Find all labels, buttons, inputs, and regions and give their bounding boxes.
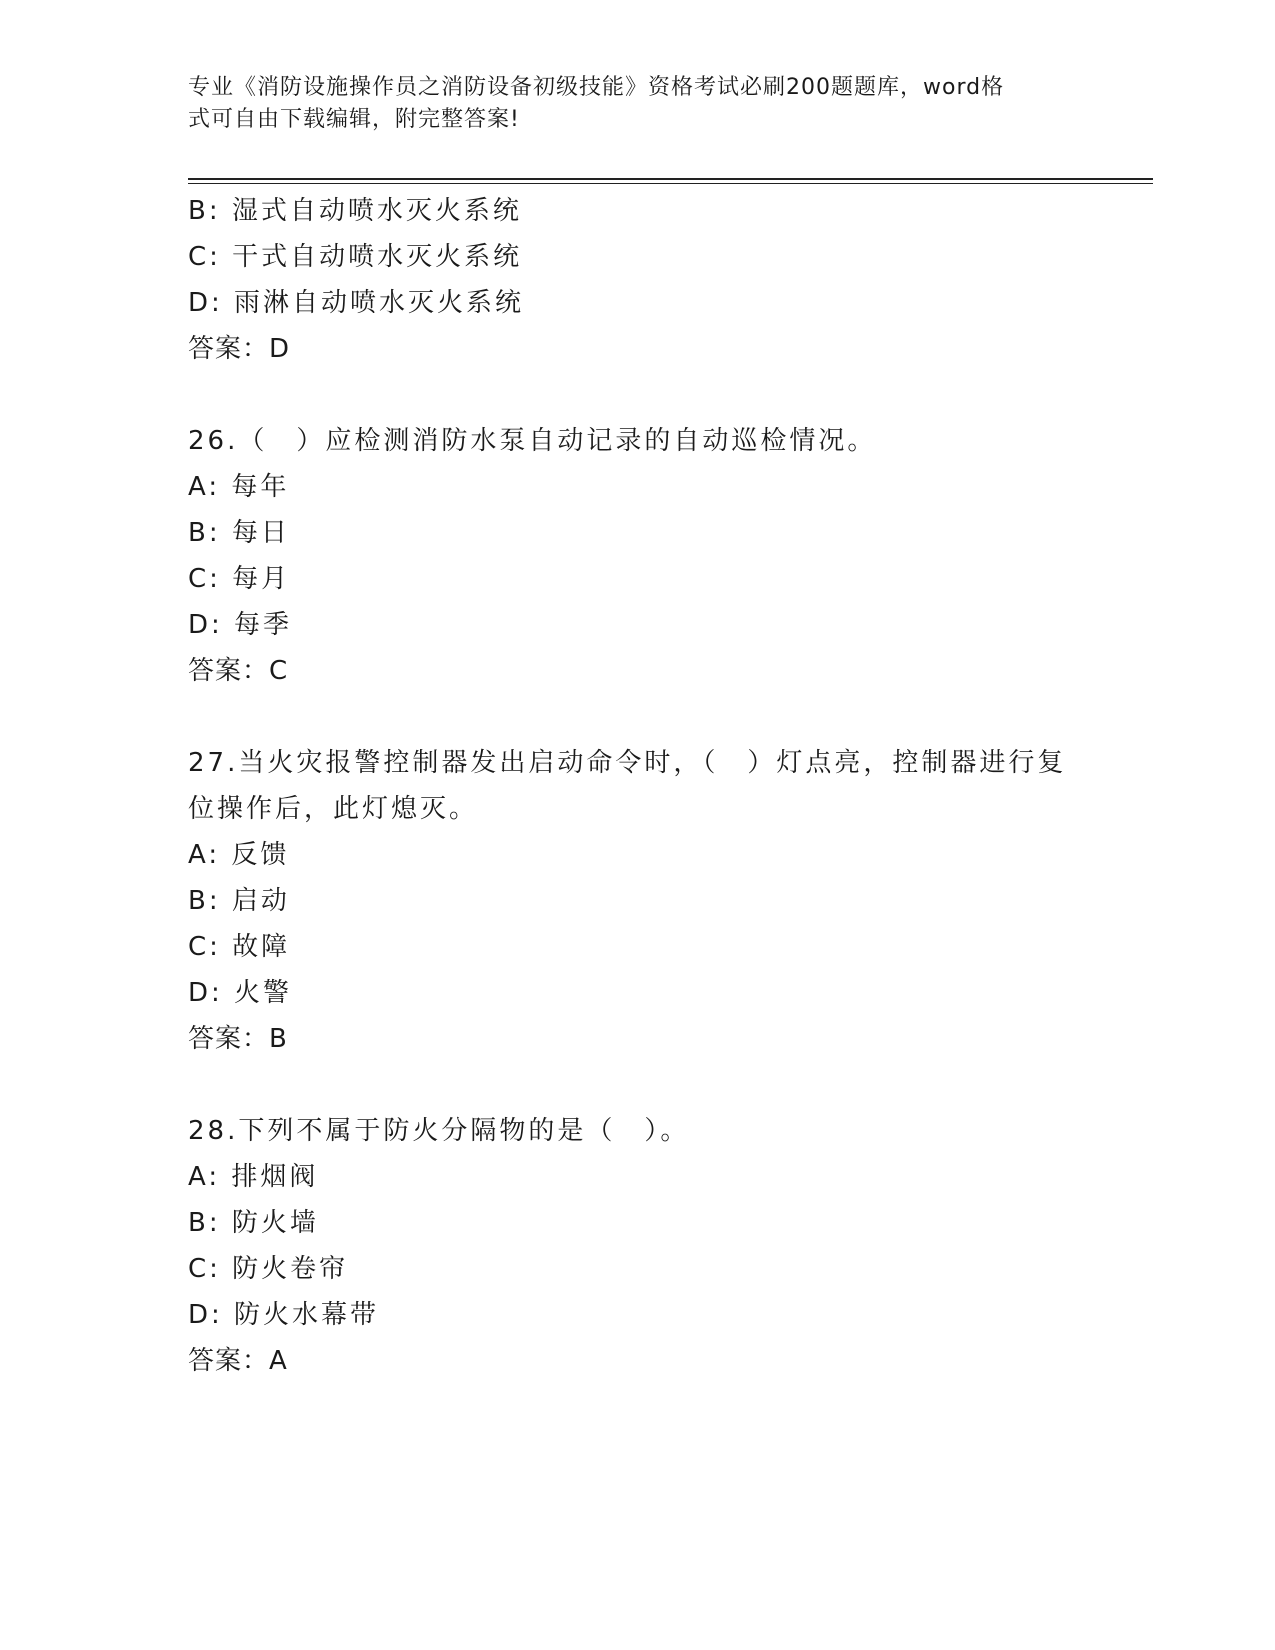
- answer: 答案：A: [188, 1346, 288, 1376]
- question-28: [188, 1108, 1088, 1384]
- header-rule-thick: [188, 178, 1153, 180]
- option-a: A: 排烟阀: [188, 1162, 319, 1192]
- option-c: C: 干式自动喷水灭火系统: [188, 242, 523, 272]
- option-b: B: 湿式自动喷水灭火系统: [188, 196, 522, 226]
- header-line-1: 专业《消防设施操作员之消防设备初级技能》资格考试必刷200题题库，word格: [188, 75, 1005, 100]
- option-c: C: 防火卷帘: [188, 1254, 349, 1284]
- option-a: A: 反馈: [188, 840, 290, 870]
- document-header: [188, 72, 1068, 136]
- answer: 答案：D: [188, 334, 291, 364]
- question-content: [188, 188, 1088, 1384]
- option-d: D: 防火水幕带: [188, 1300, 380, 1330]
- question-26: [188, 418, 1088, 694]
- header-line-2: 式可自由下载编辑，附完整答案!: [188, 107, 520, 132]
- question-27: [188, 740, 1088, 1062]
- option-b: B: 启动: [188, 886, 290, 916]
- question-stem-line-2: 位操作后，此灯熄灭。: [188, 794, 479, 824]
- prev-question: [188, 188, 1088, 372]
- header-rule-thin: [188, 183, 1153, 184]
- answer: 答案：C: [188, 656, 289, 686]
- answer: 答案：B: [188, 1024, 288, 1054]
- option-c: C: 每月: [188, 564, 291, 594]
- option-d: D: 每季: [188, 610, 293, 640]
- option-d: D: 火警: [188, 978, 293, 1008]
- question-stem: 28.下列不属于防火分隔物的是（ ）。: [188, 1116, 690, 1146]
- question-stem-line-1: 27.当火灾报警控制器发出启动命令时，（ ）灯点亮，控制器进行复: [188, 748, 1067, 778]
- option-b: B: 防火墙: [188, 1208, 319, 1238]
- option-a: A: 每年: [188, 472, 290, 502]
- question-stem: 26.（ ）应检测消防水泵自动记录的自动巡检情况。: [188, 426, 877, 456]
- option-d: D: 雨淋自动喷水灭火系统: [188, 288, 525, 318]
- option-b: B: 每日: [188, 518, 290, 548]
- option-c: C: 故障: [188, 932, 291, 962]
